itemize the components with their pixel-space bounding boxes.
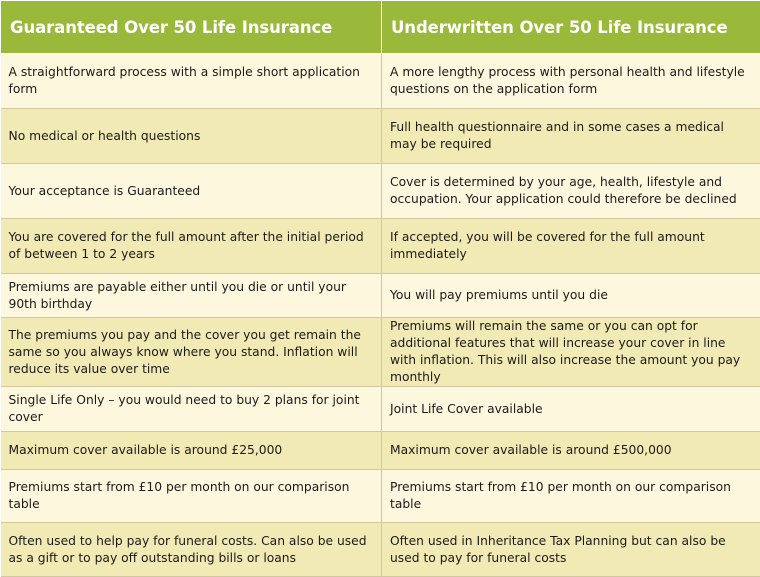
table-row <box>1 274 760 318</box>
cell-underwritten: If accepted, you will be covered for the full amount immediately <box>382 219 760 274</box>
cell-guaranteed: Premiums start from £10 per month on our comparison table <box>1 470 382 523</box>
cell-underwritten: Joint Life Cover available <box>382 387 760 432</box>
header-guaranteed: Guaranteed Over 50 Life Insurance <box>1 1 382 54</box>
table-row <box>1 109 760 164</box>
cell-guaranteed: Single Life Only – you would need to buy 2 plans for joint cover <box>1 387 382 432</box>
cell-guaranteed: Premiums are payable either until you die or until your 90th birthday <box>1 274 382 318</box>
cell-underwritten: Maximum cover available is around £500,000 <box>382 432 760 470</box>
table-row <box>1 219 760 274</box>
cell-guaranteed: Often used to help pay for funeral costs. Can also be used as a gift or to pay off outstanding bills or loans <box>1 523 382 577</box>
table-row <box>1 470 760 523</box>
cell-underwritten: Premiums start from £10 per month on our comparison table <box>382 470 760 523</box>
table-row <box>1 387 760 432</box>
cell-guaranteed: A straightforward process with a simple short application form <box>1 54 382 109</box>
cell-guaranteed: Your acceptance is Guaranteed <box>1 164 382 219</box>
table-row <box>1 164 760 219</box>
cell-underwritten: You will pay premiums until you die <box>382 274 760 318</box>
cell-underwritten: Often used in Inheritance Tax Planning but can also be used to pay for funeral costs <box>382 523 760 577</box>
table-row <box>1 523 760 577</box>
cell-guaranteed: No medical or health questions <box>1 109 382 164</box>
header-underwritten: Underwritten Over 50 Life Insurance <box>382 1 760 54</box>
cell-guaranteed: The premiums you pay and the cover you get remain the same so you always know where you stand. Inflation will reduce its value over time <box>1 318 382 387</box>
cell-underwritten: Full health questionnaire and in some cases a medical may be required <box>382 109 760 164</box>
cell-underwritten: Cover is determined by your age, health, lifestyle and occupation. Your application could therefore be declined <box>382 164 760 219</box>
table-row <box>1 432 760 470</box>
cell-guaranteed: You are covered for the full amount after the initial period of between 1 to 2 years <box>1 219 382 274</box>
cell-guaranteed: Maximum cover available is around £25,000 <box>1 432 382 470</box>
table-row <box>1 54 760 109</box>
cell-underwritten: Premiums will remain the same or you can opt for additional features that will increase your cover in line with inflation. This will also increase the amount you pay monthly <box>382 318 760 387</box>
table-row <box>1 318 760 387</box>
cell-underwritten: A more lengthy process with personal health and lifestyle questions on the application form <box>382 54 760 109</box>
header-row <box>1 1 760 54</box>
